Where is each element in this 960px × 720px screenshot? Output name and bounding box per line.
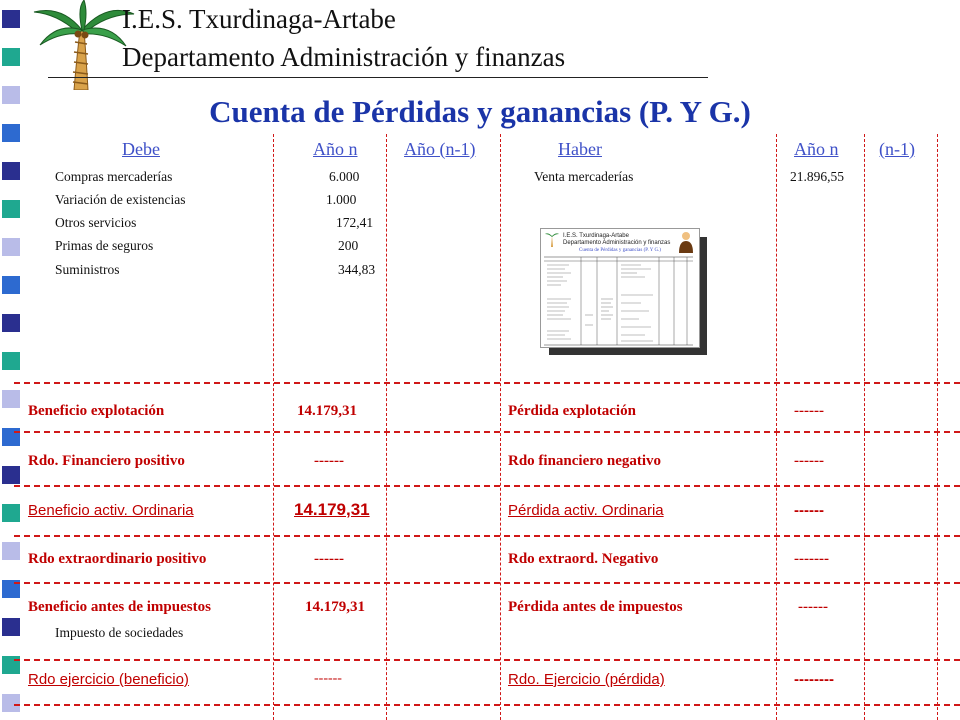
row-separator xyxy=(14,382,960,384)
rdo-financiero-negativo-label: Rdo financiero negativo xyxy=(508,453,662,469)
column-separator xyxy=(864,134,865,720)
rdo-ejercicio-beneficio-label: Rdo ejercicio (beneficio) xyxy=(28,671,189,688)
perdida-antes-impuestos-label: Pérdida antes de impuestos xyxy=(508,599,683,615)
perdida-antes-impuestos-value: ------ xyxy=(798,599,828,615)
rdo-ejercicio-beneficio-value: ------ xyxy=(314,671,342,686)
thumbnail-title: Cuenta de Pérdidas y ganancias (P. Y G.) xyxy=(579,248,661,253)
bullet-square xyxy=(2,352,20,370)
column-header-haber: Haber xyxy=(558,139,602,159)
row-separator xyxy=(14,431,960,433)
perdida-explotacion-value: ------ xyxy=(794,403,824,419)
perdida-explotacion-label: Pérdida explotación xyxy=(508,403,636,419)
column-separator xyxy=(776,134,777,720)
perdida-ordinaria-value: ------ xyxy=(794,502,824,519)
bullet-square xyxy=(2,276,20,294)
beneficio-explotacion-label: Beneficio explotación xyxy=(28,403,165,419)
bullet-square xyxy=(2,466,20,484)
haber-entry-value: 21.896,55 xyxy=(790,169,844,184)
rdo-financiero-negativo-value: ------ xyxy=(794,453,824,469)
column-header-ano-prev-left: Año (n-1) xyxy=(404,139,476,159)
rdo-ejercicio-perdida-value: -------- xyxy=(794,671,834,688)
org-name: I.E.S. Txurdinaga-Artabe xyxy=(122,4,396,34)
row-separator xyxy=(14,485,960,487)
thumbnail-figure-icon xyxy=(677,231,695,253)
debe-entry-value: 6.000 xyxy=(329,169,360,184)
thumbnail-department: Departamento Administración y finanzas xyxy=(563,240,671,246)
row-separator xyxy=(14,582,960,584)
thumbnail-org-name: I.E.S. Txurdinaga-Artabe xyxy=(563,233,629,239)
impuesto-sociedades-label: Impuesto de sociedades xyxy=(55,625,184,640)
column-separator xyxy=(500,134,501,720)
beneficio-ordinaria-label: Beneficio activ. Ordinaria xyxy=(28,502,194,519)
debe-entry-label: Compras mercaderías xyxy=(55,169,173,184)
debe-entry-label: Suministros xyxy=(55,262,120,277)
rdo-ejercicio-perdida-label: Rdo. Ejercicio (pérdida) xyxy=(508,671,665,688)
column-header-ano-prev-right: (n-1) xyxy=(879,139,915,159)
org-department: Departamento Administración y finanzas xyxy=(122,42,566,72)
thumbnail-palm-icon xyxy=(544,231,560,247)
bullet-square xyxy=(2,200,20,218)
thumbnail-table-lines xyxy=(541,255,699,347)
bullet-square xyxy=(2,238,20,256)
rdo-financiero-positivo-label: Rdo. Financiero positivo xyxy=(28,453,185,469)
rdo-extraordinario-positivo-label: Rdo extraordinario positivo xyxy=(28,551,207,567)
debe-entry-label: Otros servicios xyxy=(55,215,137,230)
row-separator xyxy=(14,535,960,537)
debe-entry-value: 172,41 xyxy=(336,215,374,230)
bullet-square xyxy=(2,542,20,560)
column-header-ano-n-right: Año n xyxy=(794,139,839,159)
beneficio-ordinaria-value: 14.179,31 xyxy=(294,500,370,519)
rdo-extraordinario-negativo-label: Rdo extraord. Negativo xyxy=(508,551,659,567)
debe-entry-value: 344,83 xyxy=(338,262,376,277)
bullet-square xyxy=(2,314,20,332)
bullet-square xyxy=(2,390,20,408)
bullet-square xyxy=(2,618,20,636)
bullet-square xyxy=(2,504,20,522)
column-separator xyxy=(386,134,387,720)
haber-entry-label: Venta mercaderías xyxy=(534,169,634,184)
beneficio-explotacion-value: 14.179,31 xyxy=(297,403,357,419)
debe-entry-value: 1.000 xyxy=(326,192,357,207)
debe-entry-label: Primas de seguros xyxy=(55,238,154,253)
bullet-square xyxy=(2,162,20,180)
beneficio-antes-impuestos-label: Beneficio antes de impuestos xyxy=(28,599,211,615)
beneficio-antes-impuestos-value: 14.179,31 xyxy=(305,599,365,615)
header-divider xyxy=(48,77,708,78)
slide-header xyxy=(0,0,960,90)
rdo-extraordinario-negativo-value: ------- xyxy=(794,551,829,567)
slide-thumbnail xyxy=(540,228,700,348)
row-separator xyxy=(14,659,960,661)
page-title: Cuenta de Pérdidas y ganancias (P. Y G.) xyxy=(209,94,751,129)
column-header-ano-n-left: Año n xyxy=(313,139,358,159)
column-header-debe: Debe xyxy=(122,139,160,159)
rdo-financiero-positivo-value: ------ xyxy=(314,453,344,469)
column-separator xyxy=(937,134,938,720)
perdida-ordinaria-label: Pérdida activ. Ordinaria xyxy=(508,502,664,519)
column-separator xyxy=(273,134,274,720)
row-separator xyxy=(14,704,960,706)
rdo-extraordinario-positivo-value: ------ xyxy=(314,551,344,567)
debe-entry-label: Variación de existencias xyxy=(55,192,186,207)
bullet-square xyxy=(2,694,20,712)
debe-entry-value: 200 xyxy=(338,238,359,253)
